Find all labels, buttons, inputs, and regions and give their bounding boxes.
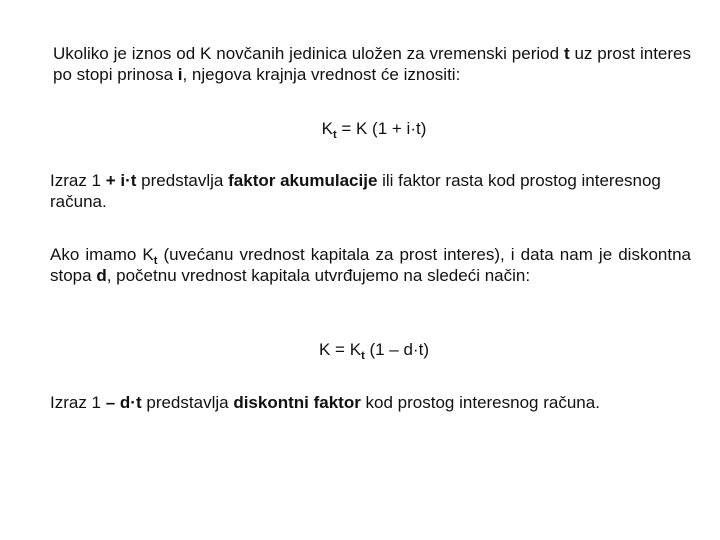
p4-text-2: predstavlja: [141, 393, 234, 412]
formula-accumulation: [0, 118, 720, 140]
p2-expression: + i·t: [105, 171, 137, 190]
f2-lhs: K = K: [319, 340, 362, 359]
p3-text-3: , početnu vrednost kapitala utvrđujemo na sledeći način:: [106, 266, 531, 285]
f2-subscript: t: [361, 350, 365, 362]
p1-text-2: uz prost interes po stopi prinosa: [53, 44, 691, 84]
p1-var-t: t: [563, 44, 570, 63]
p4-term: diskontni faktor: [233, 393, 361, 412]
p1-var-i: i: [177, 65, 183, 84]
p2-text-1: Izraz 1: [50, 171, 106, 190]
p2-text-3: ili faktor rasta kod prostog interesnog računa.: [50, 171, 661, 211]
f1-rhs: = K (1 + i·t): [336, 119, 427, 138]
p3-text-1: Ako imamo K: [50, 245, 154, 264]
p3-subscript: t: [153, 255, 158, 267]
paragraph-simple-interest-intro: [53, 43, 691, 85]
f1-subscript: t: [332, 129, 337, 141]
p4-expression: – d·t: [105, 393, 142, 412]
paragraph-discount-intro: [50, 244, 691, 286]
p2-term: faktor akumulacije: [228, 171, 378, 190]
paragraph-accumulation-factor: [50, 170, 710, 212]
f1-lhs: K: [321, 119, 333, 138]
p3-var-d: d: [96, 266, 107, 285]
p1-text-3: , njegova krajnja vrednost će iznositi:: [182, 65, 461, 84]
formula-discount: [0, 339, 720, 361]
p4-text-1: Izraz 1: [50, 393, 106, 412]
f2-rhs: (1 – d·t): [364, 340, 429, 359]
p2-text-2: predstavlja: [136, 171, 229, 190]
p4-text-3: kod prostog interesnog računa.: [360, 393, 600, 412]
p3-text-2: (uvećanu vrednost kapitala za prost interes), i data nam je diskontna stopa: [50, 245, 691, 285]
p1-text-1: Ukoliko je iznos od K novčanih jedinica uložen za vremenski period: [53, 44, 564, 63]
paragraph-discount-factor: [50, 392, 710, 413]
